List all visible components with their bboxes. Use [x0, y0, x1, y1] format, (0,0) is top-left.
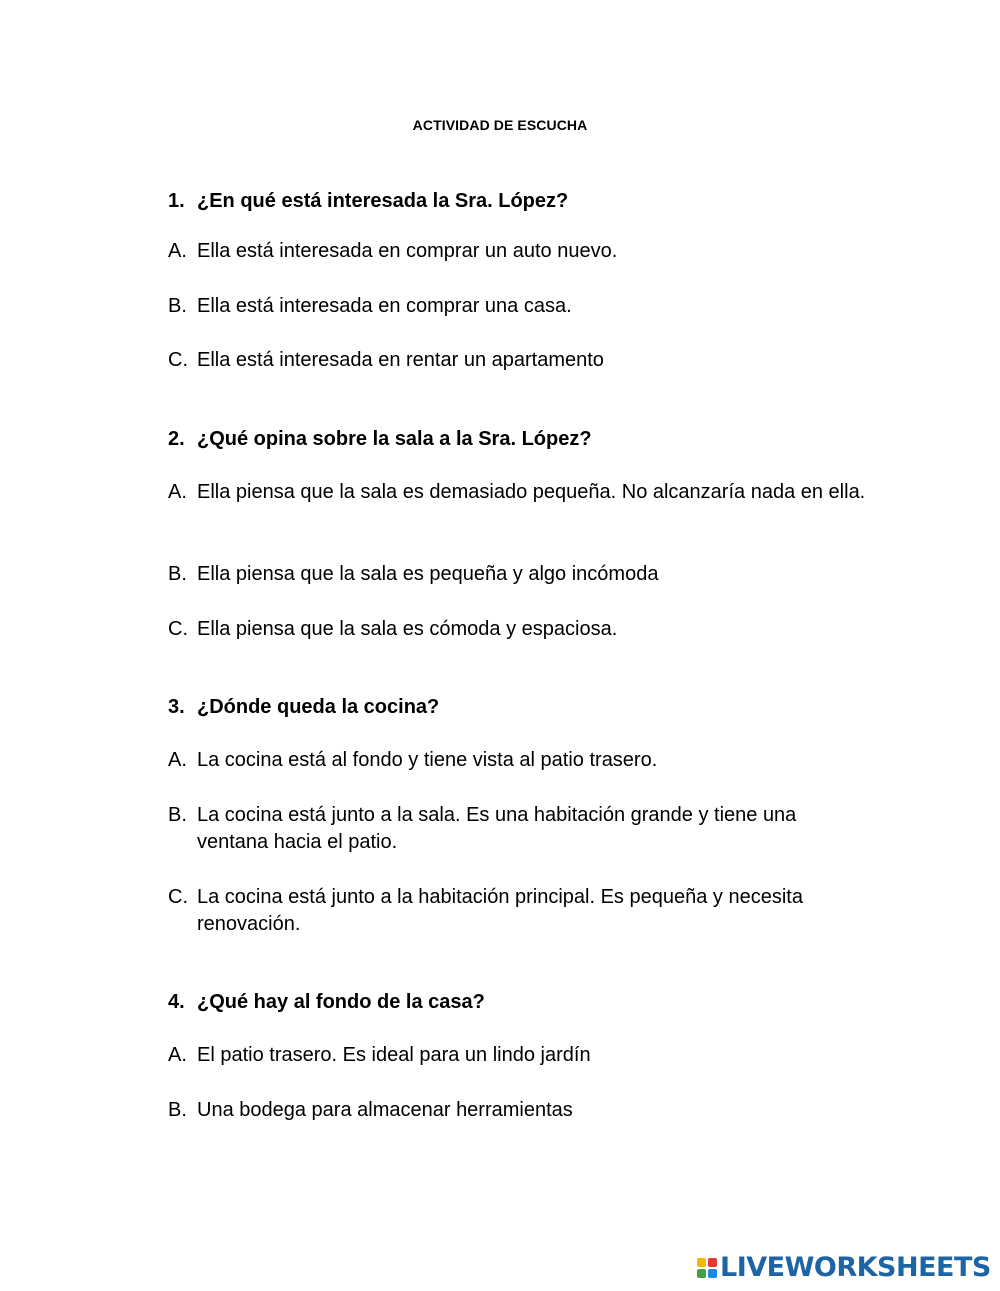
option-letter: A.	[168, 240, 187, 262]
option-text: La cocina está junto a la habitación principal. Es pequeña y necesita renovación.	[197, 886, 803, 935]
question-number: 3.	[168, 696, 185, 718]
option-letter: C.	[168, 349, 188, 371]
question-2	[168, 427, 592, 451]
option-1c[interactable]	[168, 347, 868, 374]
logo-blocks-icon	[697, 1258, 717, 1278]
question-number: 4.	[168, 991, 185, 1013]
option-4b[interactable]	[168, 1097, 868, 1124]
question-1	[168, 189, 568, 213]
option-3b[interactable]	[168, 802, 868, 856]
question-4	[168, 990, 485, 1014]
option-letter: B.	[168, 1099, 187, 1121]
logo-text: LIVEWORKSHEETS	[720, 1252, 991, 1283]
logo-block	[708, 1258, 717, 1267]
option-2c[interactable]	[168, 616, 868, 643]
option-4a[interactable]	[168, 1042, 868, 1069]
option-letter: A.	[168, 481, 187, 503]
logo-block	[708, 1269, 717, 1278]
worksheet-title: ACTIVIDAD DE ESCUCHA	[412, 117, 588, 133]
option-3c[interactable]	[168, 884, 868, 938]
option-letter: C.	[168, 886, 188, 908]
option-letter: B.	[168, 563, 187, 585]
question-text: ¿En qué está interesada la Sra. López?	[197, 190, 569, 212]
liveworksheets-logo[interactable]	[697, 1253, 991, 1283]
option-text: La cocina está junto a la sala. Es una habitación grande y tiene una ventana hacia el patio.	[197, 804, 797, 853]
option-text: Ella está interesada en comprar una casa.	[197, 295, 572, 317]
option-text: Ella piensa que la sala es demasiado pequeña. No alcanzaría nada en ella.	[197, 481, 866, 503]
logo-block	[697, 1258, 706, 1267]
option-3a[interactable]	[168, 747, 868, 774]
option-text: Una bodega para almacenar herramientas	[197, 1099, 573, 1121]
option-letter: B.	[168, 295, 187, 317]
option-letter: A.	[168, 1044, 187, 1066]
question-text: ¿Qué opina sobre la sala a la Sra. López?	[197, 428, 592, 450]
option-text: Ella está interesada en rentar un apartamento	[197, 349, 604, 371]
question-number: 2.	[168, 428, 185, 450]
option-text: Ella piensa que la sala es pequeña y algo incómoda	[197, 563, 659, 585]
question-text: ¿Dónde queda la cocina?	[197, 696, 440, 718]
option-2a[interactable]	[168, 479, 868, 506]
option-text: La cocina está al fondo y tiene vista al patio trasero.	[197, 749, 658, 771]
option-letter: C.	[168, 618, 188, 640]
question-text: ¿Qué hay al fondo de la casa?	[197, 991, 485, 1013]
option-text: Ella piensa que la sala es cómoda y espaciosa.	[197, 618, 618, 640]
option-2b[interactable]	[168, 561, 868, 588]
logo-block	[697, 1269, 706, 1278]
option-letter: A.	[168, 749, 187, 771]
question-3	[168, 695, 439, 719]
option-text: El patio trasero. Es ideal para un lindo jardín	[197, 1044, 591, 1066]
option-letter: B.	[168, 804, 187, 826]
question-number: 1.	[168, 190, 185, 212]
option-1b[interactable]	[168, 293, 868, 320]
option-1a[interactable]	[168, 238, 868, 265]
option-text: Ella está interesada en comprar un auto nuevo.	[197, 240, 618, 262]
